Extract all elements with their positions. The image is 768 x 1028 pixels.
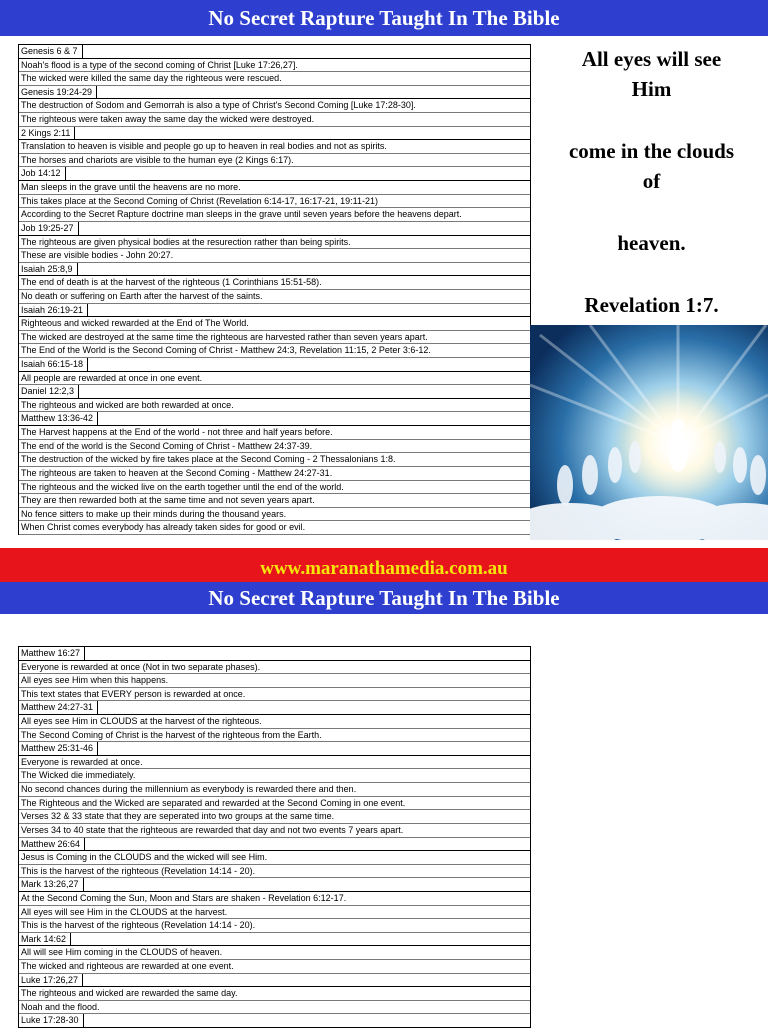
row-text: Righteous and wicked rewarded at the End of The World. xyxy=(21,318,249,329)
row-text: All people are rewarded at once in one event. xyxy=(21,372,203,383)
reference-label: Genesis 19:24-29 xyxy=(21,86,97,99)
table-row xyxy=(19,453,530,467)
row-text: The wicked are destroyed at the same time the righteous are harvested rather than seven years apart. xyxy=(21,331,428,342)
row-text: Verses 34 to 40 state that the righteous are rewarded that day and not two events 7 years apart. xyxy=(21,824,404,835)
scripture-reference xyxy=(19,1014,530,1028)
table-row xyxy=(19,276,530,290)
table-row xyxy=(19,674,530,688)
row-text: All eyes see Him when this happens. xyxy=(21,675,169,686)
table-row xyxy=(19,661,530,675)
scripture-reference xyxy=(19,45,530,59)
reference-label: Luke 17:26,27 xyxy=(21,974,83,987)
table-row xyxy=(19,769,530,783)
row-text: The horses and chariots are visible to the human eye (2 Kings 6:17). xyxy=(21,154,294,165)
reference-label: Matthew 25:31-46 xyxy=(21,742,98,755)
row-text: All eyes see Him in CLOUDS at the harvest of the righteous. xyxy=(21,716,262,727)
row-text: Man sleeps in the grave until the heavens are no more. xyxy=(21,182,241,193)
table-row xyxy=(19,467,530,481)
page-title-top: No Secret Rapture Taught In The Bible xyxy=(0,0,768,36)
table-row xyxy=(19,140,530,154)
row-text: This is the harvest of the righteous (Revelation 14:14 - 20). xyxy=(21,920,256,931)
scripture-reference xyxy=(19,412,530,426)
reference-label: Matthew 16:27 xyxy=(21,647,85,660)
reference-label: Genesis 6 & 7 xyxy=(21,45,83,58)
row-text: The wicked were killed the same day the righteous were rescued. xyxy=(21,73,282,84)
reference-label: Isaiah 26:19-21 xyxy=(21,304,88,317)
row-text: The Wicked die immediately. xyxy=(21,770,136,781)
scripture-reference xyxy=(19,385,530,399)
row-text: When Christ comes everybody has already taken sides for good or evil. xyxy=(21,522,306,533)
row-text: The Righteous and the Wicked are separated and rewarded at the Second Coming in one event. xyxy=(21,797,406,808)
table-row xyxy=(19,113,530,127)
row-text: The end of death is at the harvest of the righteous (1 Corinthians 15:51-58). xyxy=(21,277,322,288)
table-row xyxy=(19,399,530,413)
table-row xyxy=(19,987,530,1001)
row-text: This takes place at the Second Coming of Christ (Revelation 6:14-17, 16:17-21, 19:11-21) xyxy=(21,195,379,206)
row-text: The righteous are given physical bodies at the resurection rather than being spirits. xyxy=(21,236,351,247)
scripture-reference xyxy=(19,167,530,181)
verse-line-5: heaven. xyxy=(617,231,686,255)
row-text: Translation to heaven is visible and people go up to heaven in real bodies and not as spirits. xyxy=(21,141,387,152)
row-text: All eyes will see Him in the CLOUDS at the harvest. xyxy=(21,906,228,917)
scripture-reference xyxy=(19,222,530,236)
scripture-reference xyxy=(19,263,530,277)
table-row xyxy=(19,797,530,811)
row-text: The wicked and righteous are rewarded at one event. xyxy=(21,961,234,972)
table-row xyxy=(19,946,530,960)
row-text: The End of the World is the Second Coming of Christ - Matthew 24:3, Revelation 11:15, 2 Peter 3:6-12. xyxy=(21,345,431,356)
table-row xyxy=(19,208,530,222)
table-row xyxy=(19,1001,530,1015)
row-text: No death or suffering on Earth after the harvest of the saints. xyxy=(21,290,263,301)
scripture-table-top xyxy=(18,44,531,535)
scripture-reference xyxy=(19,127,530,141)
row-text: The destruction of Sodom and Gemorrah is also a type of Christ's Second Coming [Luke 17:28-30]. xyxy=(21,100,416,111)
table-row xyxy=(19,331,530,345)
row-text: At the Second Coming the Sun, Moon and Stars are shaken - Revelation 6:12-17. xyxy=(21,892,347,903)
scripture-reference xyxy=(19,647,530,661)
reference-label: Mark 13:26,27 xyxy=(21,878,84,891)
page-title-bottom: No Secret Rapture Taught In The Bible xyxy=(0,582,768,614)
website-url: www.maranathamedia.com.au xyxy=(260,558,508,579)
verse-spacer-2 xyxy=(535,196,768,228)
row-text: The righteous and wicked are both rewarded at once. xyxy=(21,399,234,410)
row-text: The end of the world is the Second Coming of Christ - Matthew 24:37-39. xyxy=(21,440,313,451)
row-text: Verses 32 & 33 state that they are seperated into two groups at the same time. xyxy=(21,811,335,822)
table-row xyxy=(19,236,530,250)
table-row xyxy=(19,249,530,263)
scripture-reference xyxy=(19,838,530,852)
second-coming-illustration xyxy=(530,325,768,540)
verse-spacer-3 xyxy=(535,258,768,290)
scripture-reference xyxy=(19,933,530,947)
table-row xyxy=(19,865,530,879)
table-row xyxy=(19,344,530,358)
row-text: The righteous and the wicked live on the earth together until the end of the world. xyxy=(21,481,344,492)
reference-label: Job 14:12 xyxy=(21,167,66,180)
row-text: These are visible bodies - John 20:27. xyxy=(21,250,174,261)
table-row xyxy=(19,72,530,86)
verse-line-6: Revelation 1:7. xyxy=(584,293,719,317)
scripture-reference xyxy=(19,974,530,988)
table-row xyxy=(19,99,530,113)
table-row xyxy=(19,481,530,495)
reference-label: Mark 14:62 xyxy=(21,933,71,946)
scripture-table-bottom xyxy=(18,646,531,1028)
row-text: Everyone is rewarded at once (Not in two separate phases). xyxy=(21,661,261,672)
reference-label: 2 Kings 2:11 xyxy=(21,127,75,140)
table-row xyxy=(19,919,530,933)
scripture-reference xyxy=(19,701,530,715)
row-text: The righteous were taken away the same day the wicked were destroyed. xyxy=(21,114,315,125)
table-row xyxy=(19,317,530,331)
table-row xyxy=(19,440,530,454)
row-text: The righteous and wicked are rewarded the same day. xyxy=(21,988,238,999)
table-row xyxy=(19,851,530,865)
verse-line-2: Him xyxy=(631,77,672,101)
row-text: The destruction of the wicked by fire takes place at the Second Coming - 2 Thessalonians 1:8. xyxy=(21,454,396,465)
row-text: Everyone is rewarded at once. xyxy=(21,756,143,767)
reference-label: Daniel 12:2,3 xyxy=(21,385,79,398)
row-text: All will see Him coming in the CLOUDS of heaven. xyxy=(21,947,223,958)
row-text: Jesus is Coming in the CLOUDS and the wicked will see Him. xyxy=(21,852,268,863)
row-text: According to the Secret Rapture doctrine man sleeps in the grave until seven years before the heavens depart. xyxy=(21,209,462,220)
table-row xyxy=(19,521,530,535)
table-row xyxy=(19,810,530,824)
reference-label: Job 19:25-27 xyxy=(21,222,79,235)
table-row xyxy=(19,154,530,168)
scripture-reference xyxy=(19,304,530,318)
scripture-reference xyxy=(19,878,530,892)
table-row xyxy=(19,508,530,522)
reference-label: Isaiah 25:8,9 xyxy=(21,263,78,276)
table-row xyxy=(19,494,530,508)
scripture-reference xyxy=(19,358,530,372)
reference-label: Matthew 26:64 xyxy=(21,838,85,851)
table-row xyxy=(19,290,530,304)
scripture-reference xyxy=(19,742,530,756)
table-row xyxy=(19,960,530,974)
row-text: Noah's flood is a type of the second coming of Christ [Luke 17:26,27]. xyxy=(21,59,298,70)
verse-line-3: come in the clouds xyxy=(568,139,735,163)
revelation-verse-text xyxy=(535,44,768,320)
table-row xyxy=(19,729,530,743)
clouds-heaven-image xyxy=(530,325,768,540)
row-text: No second chances during the millennium as everybody is rewarded there and then. xyxy=(21,784,357,795)
verse-line-4: of xyxy=(642,169,661,193)
row-text: They are then rewarded both at the same time and not seven years apart. xyxy=(21,495,315,506)
table-row xyxy=(19,824,530,838)
row-text: Noah and the flood. xyxy=(21,1001,100,1012)
table-row xyxy=(19,756,530,770)
scripture-reference xyxy=(19,86,530,100)
table-row xyxy=(19,688,530,702)
reference-label: Isaiah 66:15-18 xyxy=(21,358,88,371)
reference-label: Luke 17:28-30 xyxy=(21,1014,84,1027)
table-row xyxy=(19,181,530,195)
table-row xyxy=(19,783,530,797)
reference-label: Matthew 13:36-42 xyxy=(21,412,98,425)
table-row xyxy=(19,426,530,440)
table-row xyxy=(19,59,530,73)
row-text: This text states that EVERY person is rewarded at once. xyxy=(21,688,246,699)
verse-spacer-1 xyxy=(535,104,768,136)
table-row xyxy=(19,715,530,729)
table-row xyxy=(19,906,530,920)
table-row xyxy=(19,195,530,209)
row-text: The Second Coming of Christ is the harvest of the righteous from the Earth. xyxy=(21,729,322,740)
reference-label: Matthew 24:27-31 xyxy=(21,701,98,714)
row-text: No fence sitters to make up their minds during the thousand years. xyxy=(21,508,287,519)
row-text: The Harvest happens at the End of the world - not three and half years before. xyxy=(21,427,333,438)
row-text: This is the harvest of the righteous (Revelation 14:14 - 20). xyxy=(21,865,256,876)
verse-line-1: All eyes will see xyxy=(581,47,722,71)
table-row xyxy=(19,372,530,386)
table-row xyxy=(19,892,530,906)
row-text: The righteous are taken to heaven at the Second Coming - Matthew 24:27-31. xyxy=(21,467,333,478)
